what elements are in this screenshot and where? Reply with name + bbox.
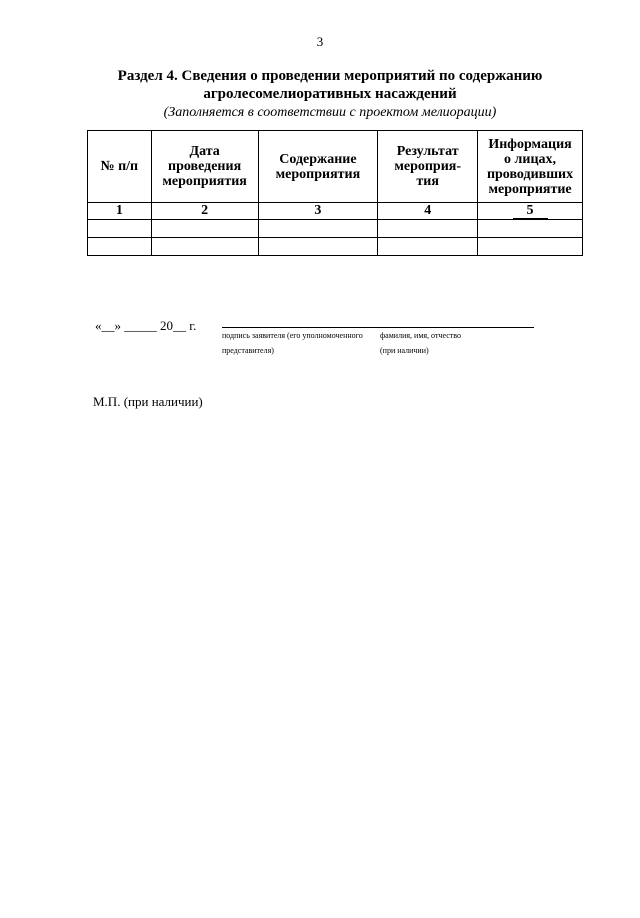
column-number: 5 [478,203,583,220]
section-title-line2: агролесомелиоративных насаждений [203,86,457,102]
section-title-line1: Раздел 4. Сведения о проведении мероприятий по содержанию [117,68,543,84]
table-cell[interactable] [88,220,152,238]
column-number-row [88,203,583,220]
signature-caption: подпись заявителя (его уполномоченного [222,331,363,340]
table-row [88,220,583,238]
signature-line[interactable] [222,327,534,328]
header-col-number: № п/п [88,131,152,203]
column-number: 4 [378,203,478,220]
name-caption: фамилия, имя, отчество [380,331,461,340]
column-number: 3 [258,203,378,220]
table-cell[interactable] [258,220,378,238]
table-cell[interactable] [151,238,258,256]
column-number: 2 [151,203,258,220]
page-number: 3 [316,34,324,49]
date-field[interactable]: «__» _____ 20__ г. [95,318,197,333]
column-number: 1 [88,203,152,220]
header-col-content: Содержание мероприятия [258,131,378,203]
table-cell[interactable] [478,238,583,256]
signature-caption-cont: представителя) [222,346,274,355]
table-cell[interactable] [258,238,378,256]
table-row [88,238,583,256]
name-caption-cont: (при наличии) [380,346,429,355]
table-cell[interactable] [378,220,478,238]
header-col-result: Результат мероприя- тия [378,131,478,203]
table-cell[interactable] [151,220,258,238]
events-table [87,130,583,256]
section-subtitle: (Заполняется в соответствии с проектом мелиорации) [163,105,497,120]
table-cell[interactable] [478,220,583,238]
table-header-row [88,131,583,203]
section-title [60,67,600,103]
stamp-placeholder: М.П. (при наличии) [93,394,203,409]
table-cell[interactable] [378,238,478,256]
table-cell[interactable] [88,238,152,256]
header-col-persons: Информация о лицах, проводивших мероприятие [478,131,583,203]
header-col-date: Дата проведения мероприятия [151,131,258,203]
